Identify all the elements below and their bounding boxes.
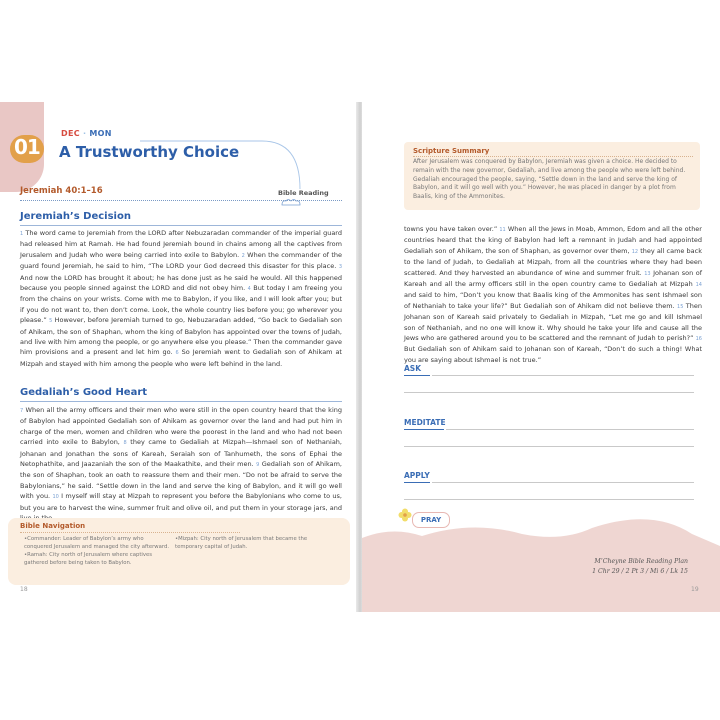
section-divider <box>20 401 342 402</box>
verse-text: The word came to Jeremiah from the LORD after Nebuzaradan commander of the imperial guard had released him at Ramah. He had found Jeremiah bound in chains among all the captives from Jerusalem and Judah who were being carried into exile to Babylon. <box>20 229 342 259</box>
verse-number: 1 <box>20 231 24 237</box>
reading-plan-references: 1 Chr 29 / 2 Pt 3 / Mi 6 / Lk 15 <box>592 568 688 575</box>
pray-label: PRAY <box>412 512 450 528</box>
verse-number: 8 <box>123 440 127 447</box>
apply-writing-line <box>432 482 694 483</box>
meditate-underline <box>404 429 444 430</box>
scripture-text-section-2 <box>20 405 342 523</box>
page-number-right: 19 <box>691 586 699 593</box>
verse-text: When the commander of the guard found Jeremiah, he said to him, “The LORD your God decreed this disaster for this place. <box>20 250 342 271</box>
verse-number: 13 <box>644 270 651 277</box>
month-label: DEC <box>61 129 80 138</box>
verse-number: 4 <box>247 286 251 293</box>
scripture-summary-text: After Jerusalem was conquered by Babylon, Jeremiah was given a choice. He decided to remain with the new governor, Gedaliah, and live among the people who were left behind. Gedaliah encouraged the people, saying, “Settle down in the land and serve the king of Babylon, and it will go well with you.” However, he was placed in danger by a plot from Baalis, king of the Ammonites. <box>413 158 686 201</box>
verse-text: and said to him, “Don’t you know that Baalis king of the Ammonites has sent Ishmael son of Nethaniah to take your life?” But Gedaliah son of Ahikam did not believe them. <box>404 291 702 310</box>
verse-text: Then Johanan son of Kareah said privately to Gedaliah in Mizpah, “Let me go and kill Ishmael son of Nethaniah, and no one will know it. Why should he take your life and cause all the Jews who are gathered around you to be scattered and the remnant of Judah to perish?” <box>404 301 702 343</box>
ask-underline <box>404 375 430 376</box>
day-number: 01 <box>14 135 40 159</box>
verse-number: 12 <box>631 248 639 255</box>
scripture-text-continued <box>404 224 702 365</box>
verse-text: When all the Jews in Moab, Ammon, Edom and all the other countries heard that the king of Babylon had left a remnant in Judah and had appointed Gedaliah son of Ahikam, the son of Shaphan, as governor over them, <box>404 225 702 255</box>
verse-number: 15 <box>677 303 684 310</box>
meditate-writing-line <box>404 446 694 447</box>
reading-plan-title: M’Cheyne Bible Reading Plan <box>594 558 688 565</box>
verse-number: 5 <box>49 318 53 325</box>
weekday-label: MON <box>89 129 112 138</box>
verse-text: they all came back to the land of Judah, to Gedaliah at Mizpah, from all the countries where they had been scattered. And they harvested an abundance of wine and summer fruit. <box>404 246 702 277</box>
verse-text: they came to Gedaliah at Mizpah—Ishmael son of Nethaniah, Johanan and Jonathan the sons of Kareah, Seraiah son of Tanhumeth, the sons of Ephai the Netophathite, and Jaazaniah the son of the Maakathite, and their men. <box>20 438 342 469</box>
verse-text: towns you have taken over.” <box>404 225 500 233</box>
date-label <box>61 129 112 138</box>
section-heading-gedaliahs-good-heart: Gedaliah’s Good Heart <box>20 387 148 398</box>
navigation-divider <box>20 532 240 533</box>
ask-writing-line <box>404 392 694 393</box>
navigation-note: •Commander: Leader of Babylon’s army who conquered Jerusalem and managed the city afterward. <box>24 536 170 550</box>
verse-text: And now the LORD has brought it about; he has done just as he said he would. All this happened because you people sinned against the LORD and did not obey him. <box>20 273 342 293</box>
verse-number: 9 <box>256 462 260 469</box>
summary-divider <box>413 156 693 157</box>
verse-number: 2 <box>241 252 245 259</box>
verse-text: But today I am freeing you from the chains on your wrists. Come with me to Babylon, if you like, and I will look after you; but if you do not want to, then don’t come. Look, the whole country lies before you; go wherever you please.” <box>20 284 342 325</box>
navigation-notes-column-2 <box>175 535 325 551</box>
scripture-text-section-1 <box>20 228 342 369</box>
verse-text: When all the army officers and their men who were still in the open country heard that the king of Babylon had appointed Gedaliah son of Ahikam as governor over the land and had put him in charge of the men, women and children who were the poorest in the land and who had not been carried into exile to Babylon, <box>20 406 342 447</box>
navigation-note: •Ramah: City north of Jerusalem where captives gathered before being taken to Babylon. <box>24 552 153 566</box>
right-page <box>362 102 720 612</box>
navigation-note: •Mizpah: City north of Jerusalem that became the temporary capital of Judah. <box>175 536 308 550</box>
scripture-reference: Jeremiah 40:1–16 <box>20 186 103 196</box>
verse-number: 10 <box>52 494 59 501</box>
verse-number: 16 <box>695 336 702 343</box>
page-title: A Trustworthy Choice <box>59 143 240 161</box>
verse-text: Gedaliah son of Ahikam, the son of Shaphan, took an oath to reassure them and their men. “Do not be afraid to serve the Babylonians,” he said. “Settle down in the land and serve the king of Babylon, and it will go well with you. <box>20 460 342 501</box>
meditate-writing-line <box>446 429 694 430</box>
verse-text: I myself will stay at Mizpah to represent you before the Babylonians who come to us, but you are to harvest the wine, summer fruit and olive oil, and put them in your storage jars, and <box>20 492 342 512</box>
date-separator: · <box>82 129 87 138</box>
flower-icon <box>398 508 412 522</box>
book-spread <box>0 102 720 612</box>
page-number-left: 18 <box>20 586 28 593</box>
navigation-notes-column-1 <box>24 535 172 567</box>
ask-writing-line <box>432 375 694 376</box>
reference-divider <box>20 200 342 201</box>
bible-reading-label: Bible Reading <box>278 189 329 197</box>
verse-number: 6 <box>175 350 179 357</box>
verse-text: So Jeremiah went to Gedaliah son of Ahikam at Mizpah and stayed with him among the people who were left behind in the land. <box>20 348 342 368</box>
meditate-label: MEDITATE <box>404 418 446 427</box>
verse-text: Johanan son of Kareah and all the army officers still in the open country came to Gedaliah at Mizpah <box>404 268 702 289</box>
verse-number: 7 <box>20 408 24 414</box>
section-heading-jeremiahs-decision: Jeremiah’s Decision <box>20 211 131 222</box>
scripture-summary-title: Scripture Summary <box>413 147 490 155</box>
verse-number: 14 <box>695 282 702 289</box>
section-divider <box>20 225 342 226</box>
verse-number: 11 <box>499 227 506 233</box>
left-page <box>0 102 358 612</box>
verse-text: However, before Jeremiah turned to go, Nebuzaradan added, “Go back to Gedaliah son of Ahikam, the son of Shaphan, whom the king of Babylon has appointed over the towns of Judah, and live with him among the people, or go anywhere else you please.” Then the commander gave him provisions and a present and let him go. <box>20 316 342 357</box>
verse-text: But Gedaliah son of Ahikam said to Johanan son of Kareah, “Don’t do such a thing! What you are saying about Ishmael is not true.” <box>404 345 702 364</box>
verse-number: 3 <box>338 264 342 271</box>
ask-label: ASK <box>404 364 422 373</box>
bible-navigation-title: Bible Navigation <box>20 522 86 530</box>
apply-underline <box>404 482 430 483</box>
apply-label: APPLY <box>404 471 430 480</box>
